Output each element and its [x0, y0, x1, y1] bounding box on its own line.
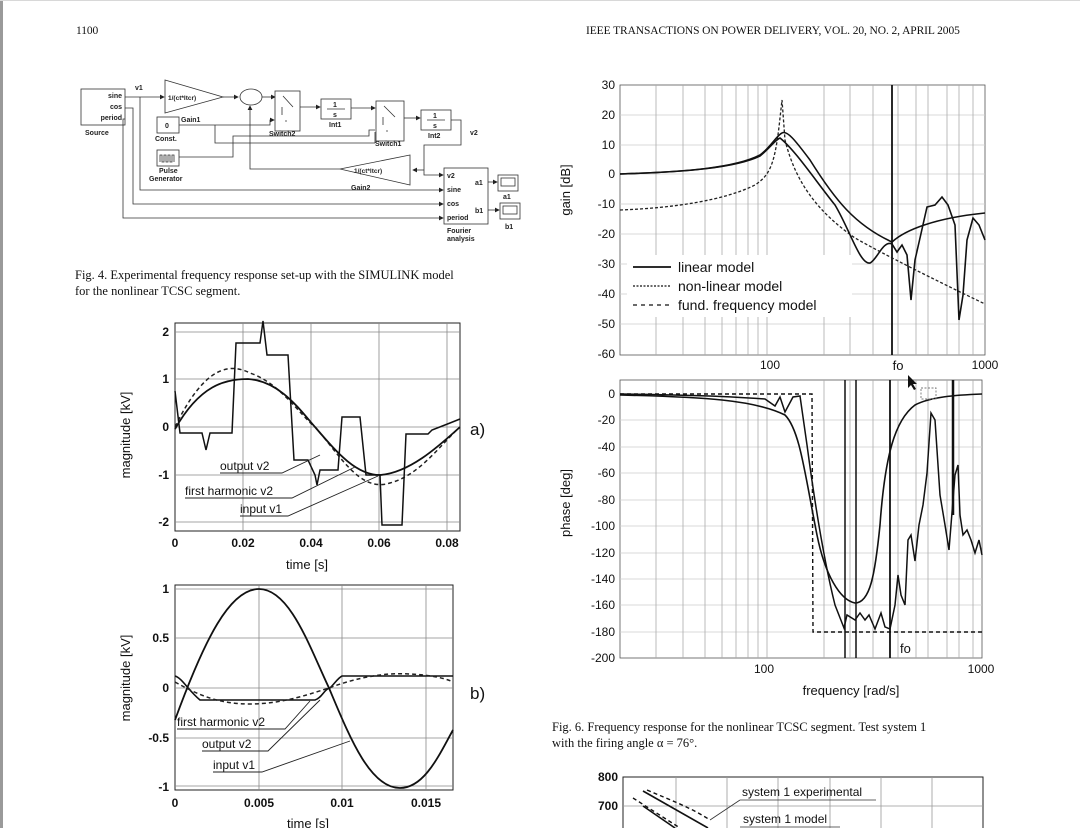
fig6-phase-xtick: 1000 [967, 662, 995, 676]
fig6-phase-ytick: -20 [597, 413, 615, 427]
fig4-caption-line1: Fig. 4. Experimental frequency response set-up with the SIMULINK model [75, 268, 454, 282]
fig5b-annot-output-v2: output v2 [202, 737, 252, 751]
fig7-ytick: 700 [597, 799, 618, 813]
fig6-gain-ytick: 20 [601, 108, 615, 122]
v1-label: v1 [135, 85, 143, 92]
fig6-phase-ytick: -180 [590, 625, 615, 639]
source-port-sine: sine [107, 93, 122, 100]
fig5a-xtick: 0.02 [231, 536, 255, 550]
fig6-phase-ytick: -200 [590, 651, 615, 665]
fig6-gain-ylabel: gain [dB] [558, 164, 573, 216]
fig5a-ytick: -2 [158, 515, 169, 529]
int2-den: s [433, 123, 437, 130]
fourier-line1: Fourier [447, 228, 472, 235]
fig5b-ytick: 0.5 [152, 631, 169, 645]
fig6-phase-ytick: -40 [597, 440, 615, 454]
source-label: Source [85, 130, 109, 137]
pulse-line1: Pulse [159, 168, 178, 175]
fig6-phase-chart [555, 375, 1005, 705]
fig5a-xtick: 0 [171, 536, 179, 550]
fig6-gain-xtick-fo: fo [892, 358, 904, 373]
const-label: Const. [155, 136, 177, 143]
legend-linear-model: linear model [678, 259, 755, 275]
fourier-line2: analysis [447, 236, 475, 243]
fig6-gain-ytick: -50 [597, 317, 615, 331]
scope-a1-label: a1 [503, 194, 511, 201]
fig6-phase-ytick: -100 [590, 519, 615, 533]
fig6-gain-ytick: -10 [597, 197, 615, 211]
fig5b-panel-label: b) [470, 684, 486, 703]
fig5a-xtick: 0.04 [299, 536, 323, 550]
fig6-gain-ytick: 10 [601, 138, 615, 152]
fourier-port-v2: v2 [447, 173, 455, 180]
fig4-caption [75, 267, 545, 299]
v2-label: v2 [470, 130, 478, 137]
fig5b-ytick: 0 [162, 681, 169, 695]
fig5a-ytick: 2 [162, 325, 169, 339]
fourier-port-sine: sine [447, 187, 462, 194]
fig5a-ytick: -1 [158, 468, 169, 482]
gain1-expr: 1/(ct*ltcr) [168, 95, 197, 102]
legend-non-linear-model: non-linear model [678, 278, 783, 294]
fig7-chart-partial [580, 765, 990, 828]
viewer-top-border [0, 0, 1080, 1]
int2-label: Int2 [428, 133, 441, 140]
fig5a-annot-input-v1: input v1 [240, 502, 283, 516]
fig6-phase-ytick: 0 [608, 387, 615, 401]
fig5a-ytick: 1 [162, 372, 169, 386]
fig6-phase-ytick: -160 [590, 598, 615, 612]
int1-den: s [333, 112, 337, 119]
fig6-phase-xlabel: frequency [rad/s] [802, 683, 900, 698]
fig5a-annot-output-v2: output v2 [220, 459, 270, 473]
fig6-gain-xtick: 1000 [971, 358, 999, 372]
fig5b-xlabel: time [s] [287, 816, 329, 828]
switch1-label: Switch1 [375, 141, 402, 148]
fig5b-xtick: 0 [171, 796, 179, 810]
fourier-port-cos: cos [447, 201, 460, 208]
fig5a-xtick: 0.08 [435, 536, 459, 550]
fig7-annot-model: system 1 model [743, 812, 828, 826]
fig6-caption-line2: with the firing angle α = 76°. [552, 736, 698, 750]
fig6-gain-ytick: -60 [597, 347, 615, 361]
fig5b-ylabel: magnitude [kV] [118, 634, 133, 722]
int1-label: Int1 [329, 122, 342, 129]
fig6-caption-line1: Fig. 6. Frequency response for the nonlinear TCSC segment. Test system 1 [552, 720, 927, 734]
fig6-gain-ytick: 30 [601, 78, 615, 92]
fourier-port-period: period [447, 215, 469, 222]
fig6-gain-ytick: -20 [597, 227, 615, 241]
gain2-expr: 1/(ct*ltcr) [354, 168, 383, 175]
fig5b-xtick: 0.01 [330, 796, 354, 810]
int2-num: 1 [433, 113, 437, 120]
fig6-phase-ytick: -80 [597, 493, 615, 507]
source-port-cos: cos [109, 104, 122, 111]
fig6-phase-ytick: -60 [597, 466, 615, 480]
fig6-gain-chart [555, 70, 1005, 380]
fig6-gain-ytick: -30 [597, 257, 615, 271]
fig6-phase-ytick: -120 [590, 546, 615, 560]
fig5b-ytick: -0.5 [148, 731, 169, 745]
fourier-out-a1: a1 [475, 180, 483, 187]
int1-num: 1 [333, 102, 337, 109]
fig5a-xtick: 0.06 [367, 536, 391, 550]
fig4-caption-line2: for the nonlinear TCSC segment. [75, 284, 241, 298]
fig6-gain-xtick: 100 [759, 358, 781, 372]
gain1-label: Gain1 [181, 117, 201, 124]
fig7-ytick: 800 [597, 770, 618, 784]
fig5b-xtick: 0.015 [410, 796, 442, 810]
fig6-phase-ylabel: phase [deg] [558, 469, 573, 537]
fig5b-annot-first-harmonic: first harmonic v2 [177, 715, 266, 729]
fig5a-annot-first-harmonic: first harmonic v2 [185, 484, 274, 498]
fourier-out-b1: b1 [475, 208, 484, 215]
fig5a-xlabel: time [s] [286, 557, 328, 572]
fig5b-chart [110, 578, 500, 828]
fig6-phase-ytick: -140 [590, 572, 615, 586]
fig5b-ytick: 1 [162, 582, 169, 596]
switch2-label: Switch2 [269, 131, 296, 138]
scope-b1-label: b1 [505, 224, 514, 231]
fig5a-ylabel: magnitude [kV] [118, 391, 133, 479]
page-number: 1100 [76, 25, 99, 37]
fig5b-ytick: -1 [158, 780, 169, 794]
fig6-gain-ytick: 0 [608, 167, 615, 181]
fig5b-xtick: 0.005 [243, 796, 275, 810]
gain2-label: Gain2 [351, 185, 371, 192]
fig5a-chart [110, 315, 500, 580]
viewer-left-border [0, 0, 3, 828]
fig5a-ytick: 0 [162, 420, 169, 434]
fig7-annot-experimental: system 1 experimental [742, 785, 863, 799]
source-port-period: period [100, 115, 122, 122]
fig6-gain-ytick: -40 [597, 287, 615, 301]
running-header: IEEE TRANSACTIONS ON POWER DELIVERY, VOL. 20, NO. 2, APRIL 2005 [586, 25, 960, 37]
const-value: 0 [165, 123, 169, 130]
fig4-simulink-diagram [75, 75, 535, 255]
fig5a-panel-label: a) [470, 420, 486, 439]
pulse-line2: Generator [149, 176, 183, 183]
legend-fund-frequency-model: fund. frequency model [678, 297, 817, 313]
fig5b-annot-input-v1: input v1 [213, 758, 256, 772]
fig6-phase-xtick: 100 [753, 662, 775, 676]
fig6-caption [552, 719, 1022, 751]
fig6-phase-fo-label: fo [900, 641, 911, 656]
